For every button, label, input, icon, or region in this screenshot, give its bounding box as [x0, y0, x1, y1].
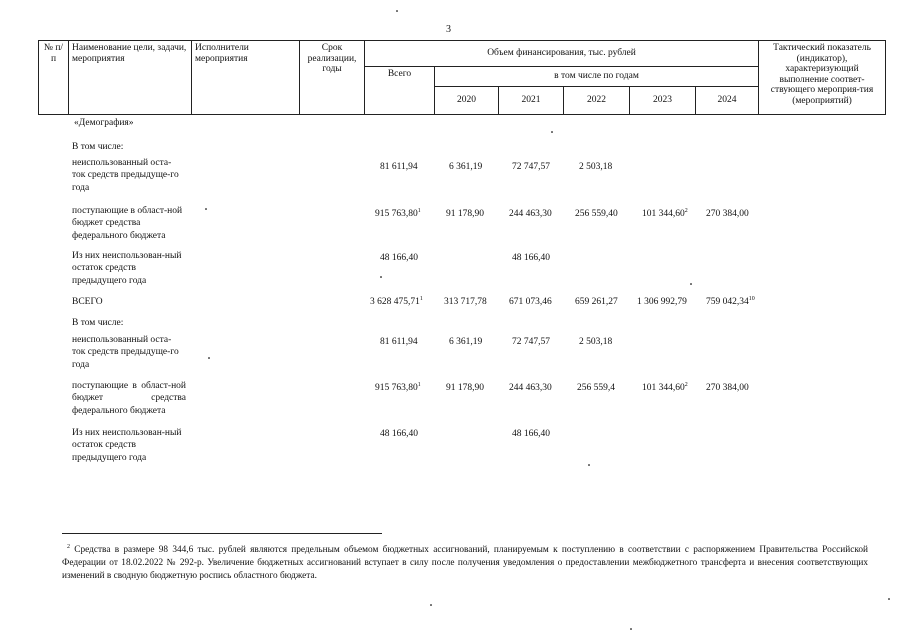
cell-2020: 313 717,78 [444, 297, 487, 307]
row-label: Из них неиспользован-ный остаток средств предыдущего года [72, 251, 182, 286]
cell-2021: 244 463,30 [509, 209, 552, 219]
cell-2020: 6 361,19 [449, 337, 483, 347]
cell-2023: 101 344,60$^2$ [642, 381, 688, 393]
footnote-mark: 2 [684, 381, 688, 388]
row-label: ВСЕГО [72, 297, 103, 307]
cell-2021: 671 073,46 [509, 297, 552, 307]
cell-2023: 101 344,60$^2$ [642, 207, 688, 219]
footnote-mark: 1 [417, 207, 421, 214]
cell-total: 81 611,94 [380, 162, 418, 172]
cell-2024: 759 042,34$^{10}$ [706, 295, 755, 307]
row-label: поступающие в област-ной бюджет средства федерального бюджета [72, 206, 183, 241]
footnote-mark: 2 [67, 543, 70, 550]
cell-total: 48 166,40 [380, 253, 418, 263]
header-year-2022: 2022 [564, 87, 630, 115]
scan-speck [690, 283, 692, 285]
header-col-executors: Исполнители мероприятия [192, 41, 300, 115]
header-col-number: № п/п [39, 41, 69, 115]
scan-speck [588, 464, 590, 466]
cell-2022: 256 559,40 [575, 209, 618, 219]
scan-speck [396, 10, 398, 12]
cell-2021: 72 747,57 [512, 162, 550, 172]
footnote [62, 544, 868, 583]
header-col-term: Срок реализации, годы [300, 41, 365, 115]
footnote-mark: 1 [419, 295, 423, 302]
cell-2021: 244 463,30 [509, 383, 552, 393]
header-year-2020: 2020 [435, 87, 499, 115]
header-col-indicator: Тактический показатель (индикатор), характеризующий выполнение соответ-ствующего мероприя-тия (мероприятий) [759, 41, 886, 115]
cell-2020: 91 178,90 [446, 383, 484, 393]
cell-total: 915 763,80$^1$ [375, 381, 421, 393]
row-label: В том числе: [72, 318, 124, 328]
scan-speck [630, 628, 632, 630]
footnote-mark: 2 [684, 207, 688, 214]
scan-speck [205, 208, 207, 210]
header-year-2023: 2023 [630, 87, 696, 115]
cell-2024: 270 384,00 [706, 209, 749, 219]
cell-total: 3 628 475,71$^1$ [370, 295, 423, 307]
footnote-text: Средства в размере 98 344,6 тыс. рублей являются предельным объемом бюджетных ассигнований, планируемым к поступлению в соответствии с распоряжением Правительства Российской Федерации от 18.02.2022 № 292-р. Увеличение бюджетных ассигнований вступает в силу после получения уведомления о предоставлении межбюджетного трансферта и внесения соответствующих изменений в сводную бюджетную роспись областного бюджета. [62, 545, 868, 581]
header-year-2021: 2021 [499, 87, 564, 115]
row-label: В том числе: [72, 142, 124, 152]
row-label: неиспользованный оста-ток средств предыдуще-го года [72, 335, 179, 370]
cell-total: 915 763,80$^1$ [375, 207, 421, 219]
cell-2021: 48 166,40 [512, 253, 550, 263]
cell-2024: 270 384,00 [706, 383, 749, 393]
table-header [38, 40, 886, 115]
header-col-by-years: в том числе по годам [435, 67, 759, 87]
header-col-total: Всего [365, 67, 435, 115]
footnote-mark: 1 [417, 381, 421, 388]
row-label: Из них неиспользован-ный остаток средств предыдущего года [72, 428, 182, 463]
scan-speck [888, 598, 890, 600]
scan-speck [551, 131, 553, 133]
cell-2022: 2 503,18 [579, 162, 613, 172]
scan-speck [380, 276, 382, 278]
footnote-separator [62, 533, 382, 534]
row-label: неиспользованный оста-ток средств предыдуще-го года [72, 158, 179, 193]
header-col-funding: Объем финансирования, тыс. рублей [365, 41, 759, 67]
page-number: 3 [446, 24, 451, 35]
header-year-2024: 2024 [696, 87, 759, 115]
scan-speck [208, 357, 210, 359]
cell-2022: 659 261,27 [575, 297, 618, 307]
cell-2021: 72 747,57 [512, 337, 550, 347]
scan-speck [430, 604, 432, 606]
row-label: «Демография» [74, 118, 134, 128]
cell-2023: 1 306 992,79 [637, 297, 687, 307]
cell-2021: 48 166,40 [512, 429, 550, 439]
cell-2022: 256 559,4 [577, 383, 615, 393]
cell-2022: 2 503,18 [579, 337, 613, 347]
cell-total: 81 611,94 [380, 337, 418, 347]
row-label: поступающие в област-ной бюджет средства федерального бюджета [72, 381, 186, 416]
cell-2020: 91 178,90 [446, 209, 484, 219]
footnote-mark: 10 [748, 295, 755, 302]
cell-2020: 6 361,19 [449, 162, 483, 172]
cell-total: 48 166,40 [380, 429, 418, 439]
header-col-name: Наименование цели, задачи, мероприятия [69, 41, 192, 115]
